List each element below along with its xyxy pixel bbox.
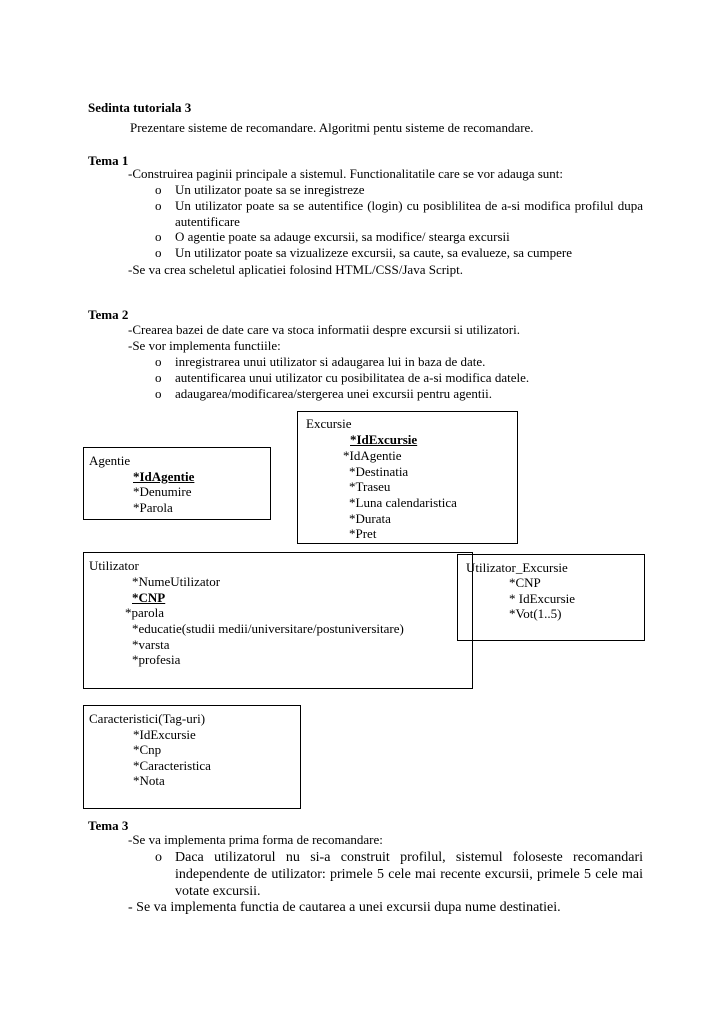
table-field: *IdAgentie bbox=[343, 448, 402, 463]
tema1-item: Un utilizator poate sa se inregistreze bbox=[175, 182, 365, 197]
table-excursie bbox=[297, 411, 518, 544]
table-field: *Vot(1..5) bbox=[509, 606, 562, 621]
table-utilizator bbox=[83, 552, 473, 689]
table-field: *Durata bbox=[349, 511, 391, 526]
table-name: Utilizator bbox=[89, 558, 139, 573]
table-name: Caracteristici(Tag-uri) bbox=[89, 711, 206, 726]
tema3-title: Tema 3 bbox=[88, 818, 129, 833]
table-field: *profesia bbox=[132, 652, 181, 667]
table-field: *Parola bbox=[133, 500, 173, 515]
tema1-outro: -Se va crea scheletul aplicatiei folosind HTML/CSS/Java Script. bbox=[128, 262, 464, 277]
tema1-item: Un utilizator poate sa se autentifice (login) cu posiblilitea de a-si modifica profilul dupa autentificare bbox=[175, 198, 643, 229]
bullet-marker: o bbox=[155, 182, 162, 197]
table-field: *Luna calendaristica bbox=[349, 495, 457, 510]
bullet-marker: o bbox=[155, 370, 162, 385]
table-field: *Nota bbox=[133, 773, 165, 788]
table-agentie bbox=[83, 447, 271, 520]
bullet-marker: o bbox=[155, 245, 162, 260]
table-field: *educatie(studii medii/universitare/postuniversitare) bbox=[132, 621, 404, 636]
table-name: Agentie bbox=[89, 453, 131, 468]
tema1-item: O agentie poate sa adauge excursii, sa modifice/ stearga excursii bbox=[175, 229, 510, 244]
bullet-marker: o bbox=[155, 198, 162, 213]
table-field: *CNP bbox=[132, 590, 166, 605]
table-field: *Caracteristica bbox=[133, 758, 211, 773]
table-utilizator-excursie bbox=[457, 554, 645, 641]
tema3-outro: - Se va implementa functia de cautarea a unei excursii dupa nume destinatiei. bbox=[128, 900, 561, 915]
table-field: *Traseu bbox=[349, 479, 391, 494]
tema2-item: inregistrarea unui utilizator si adaugarea lui in baza de date. bbox=[175, 354, 486, 369]
bullet-marker: o bbox=[155, 386, 162, 401]
table-field: *Denumire bbox=[133, 484, 192, 499]
tema3-item: Daca utilizatorul nu si-a construit profilul, sistemul foloseste recomandari independente de utilizator: primele 5 cele mai recente excursii, primele 5 cele mai votate excursii. bbox=[175, 850, 643, 899]
table-field: * IdExcursie bbox=[509, 591, 576, 606]
tema1-title: Tema 1 bbox=[88, 153, 129, 168]
table-name: Excursie bbox=[306, 416, 352, 431]
table-caracteristici bbox=[83, 705, 301, 809]
table-field: *CNP bbox=[509, 575, 541, 590]
tema1-item: Un utilizator poate sa vizualizeze excursii, sa caute, sa evalueze, sa cumpere bbox=[175, 245, 573, 260]
table-field: *IdAgentie bbox=[133, 469, 195, 484]
tema2-title: Tema 2 bbox=[88, 307, 129, 322]
table-field: *Destinatia bbox=[349, 464, 409, 479]
table-field: *IdExcursie bbox=[350, 432, 418, 447]
session-subtitle: Prezentare sisteme de recomandare. Algoritmi pentu sisteme de recomandare. bbox=[130, 120, 534, 135]
table-field: *varsta bbox=[132, 637, 170, 652]
tema2-item: autentificarea unui utilizator cu posibilitatea de a-si modifica datele. bbox=[175, 370, 530, 385]
bullet-marker: o bbox=[155, 354, 162, 369]
table-field: *Pret bbox=[349, 526, 377, 541]
tema2-intro: -Se vor implementa functiile: bbox=[128, 338, 281, 353]
table-field: *parola bbox=[125, 605, 164, 620]
bullet-marker: o bbox=[155, 229, 162, 244]
session-title: Sedinta tutoriala 3 bbox=[88, 100, 192, 115]
table-field: *NumeUtilizator bbox=[132, 574, 221, 589]
table-name: Utilizator_Excursie bbox=[466, 560, 568, 575]
table-field: *Cnp bbox=[133, 742, 162, 757]
tema2-intro: -Crearea bazei de date care va stoca informatii despre excursii si utilizatori. bbox=[128, 322, 520, 337]
tema3-intro: -Se va implementa prima forma de recomandare: bbox=[128, 832, 383, 847]
tema2-item: adaugarea/modificarea/stergerea unei excursii pentru agentii. bbox=[175, 386, 493, 401]
bullet-marker: o bbox=[155, 850, 162, 865]
tema1-intro: -Construirea paginii principale a sistemul. Functionalitatile care se vor adauga sunt: bbox=[128, 166, 564, 181]
table-field: *IdExcursie bbox=[133, 727, 196, 742]
